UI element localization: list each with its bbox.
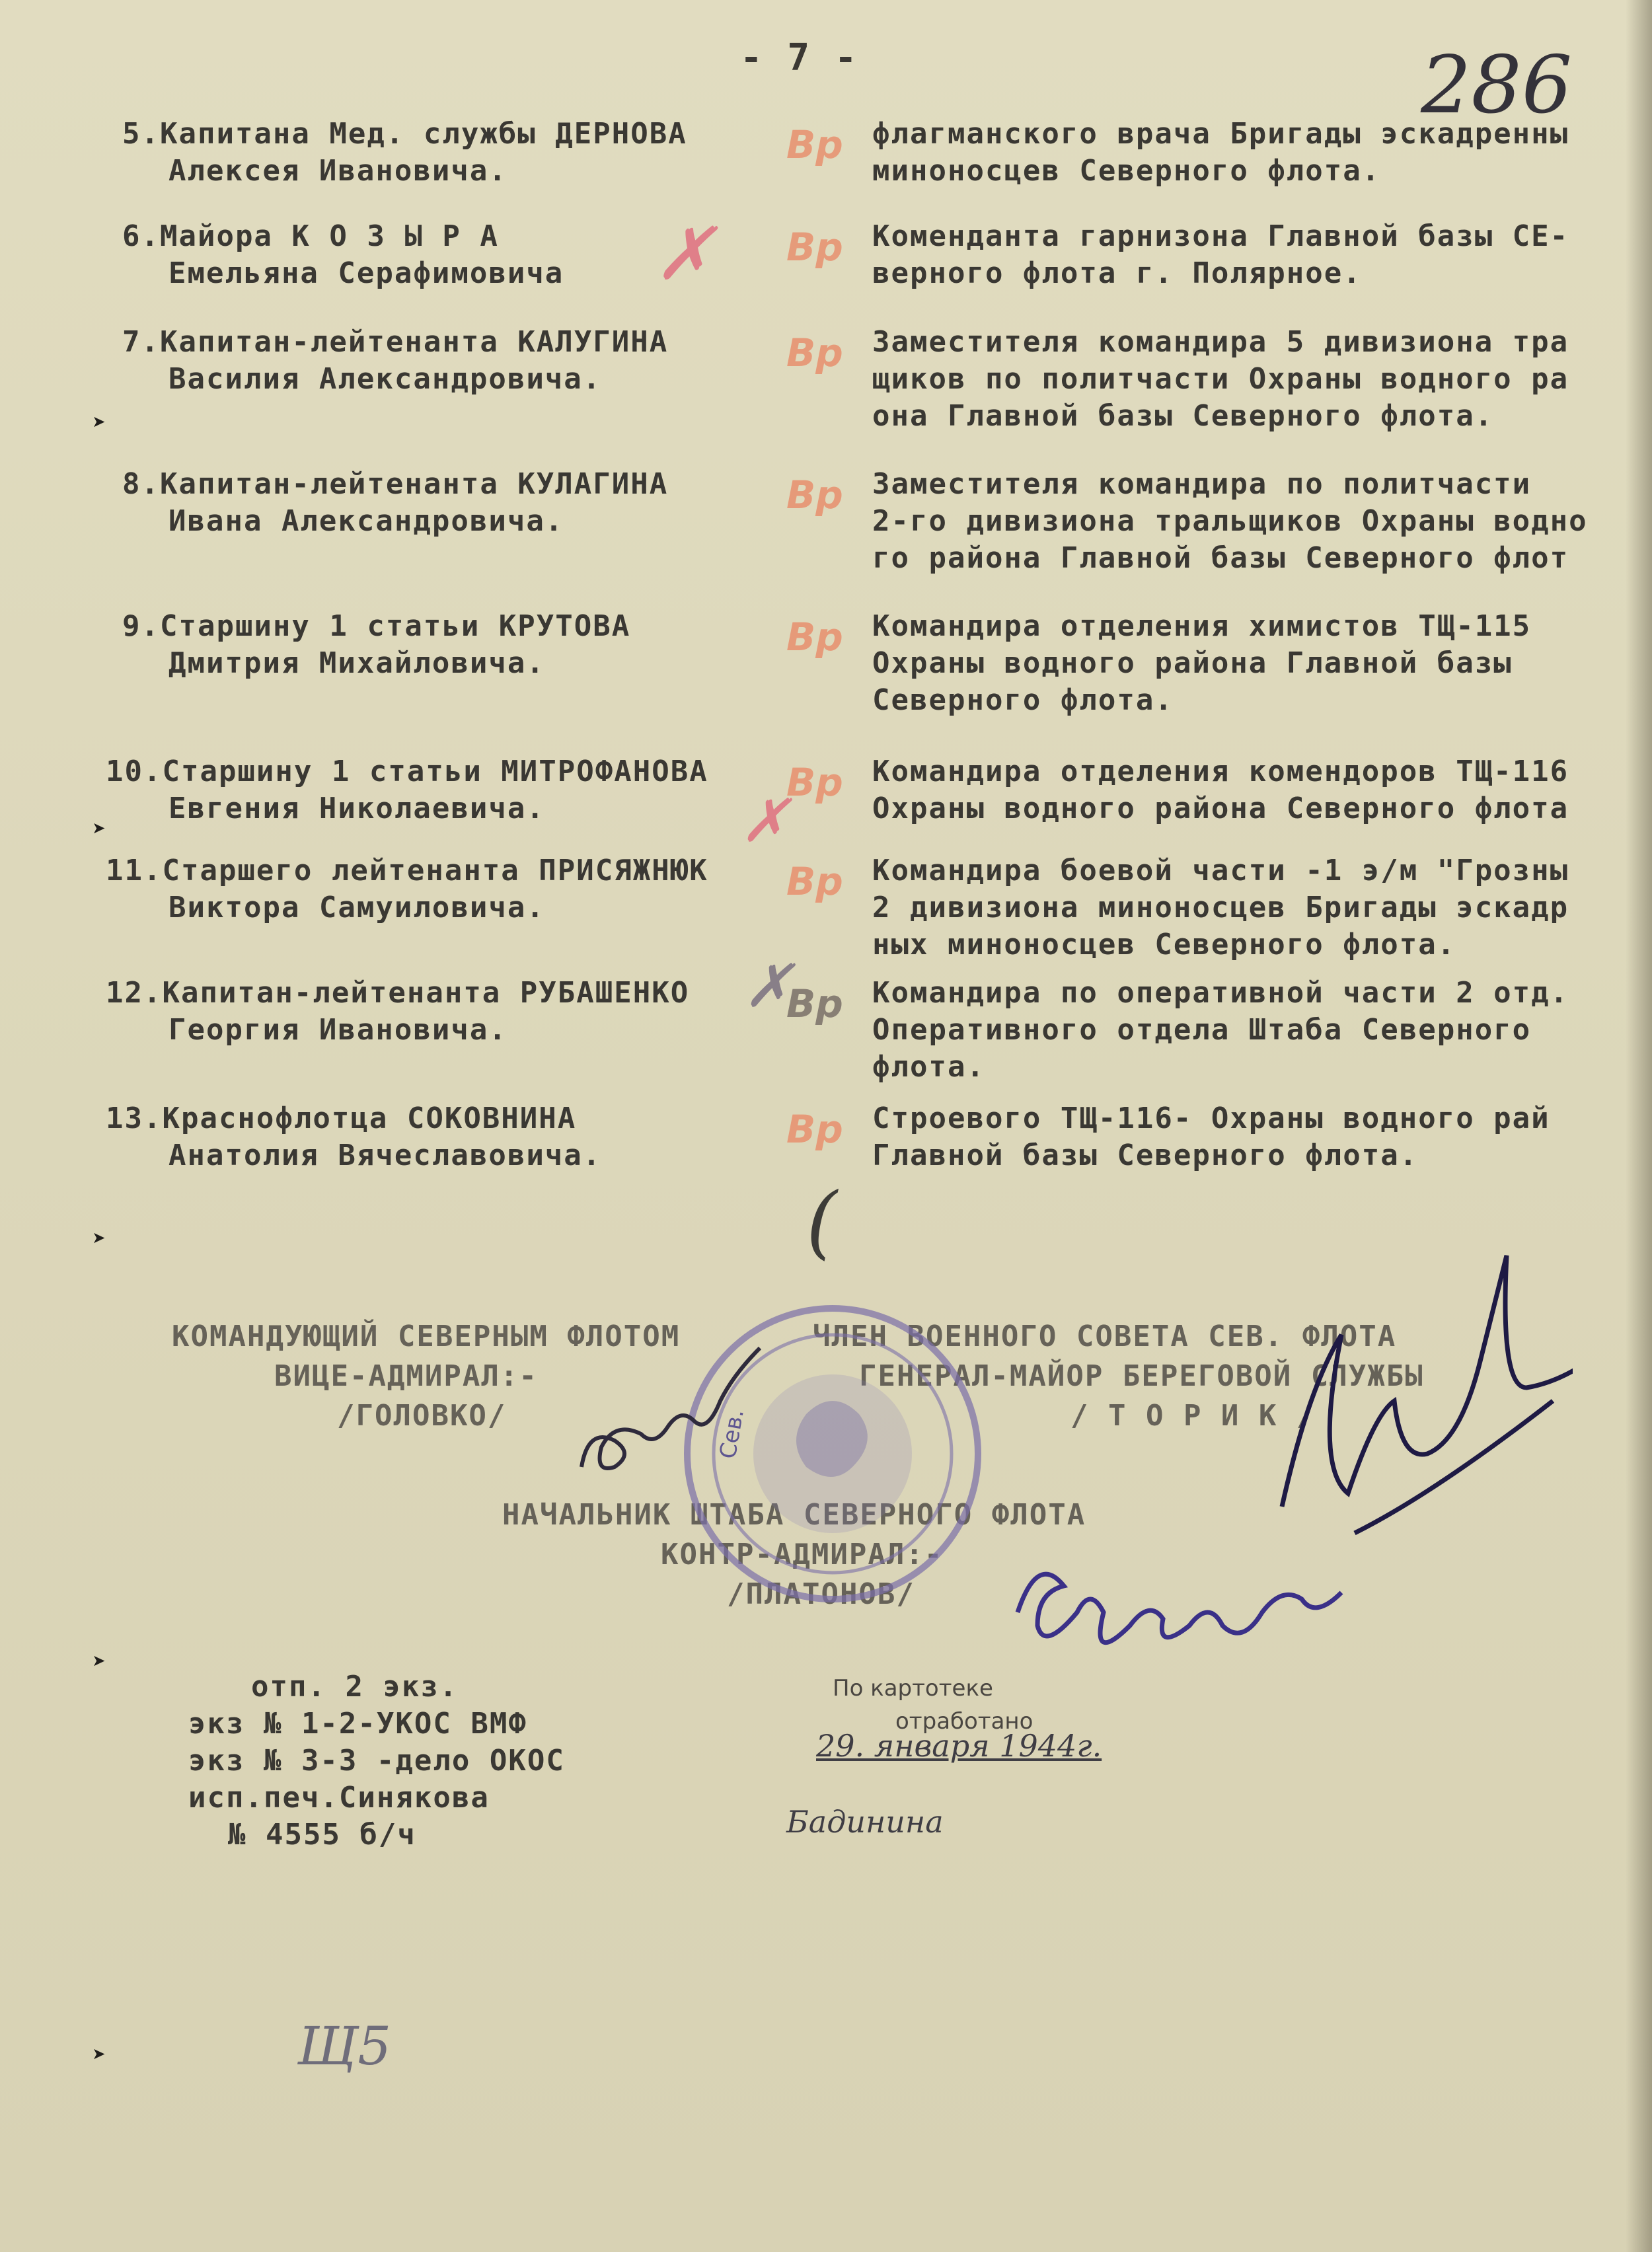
entry-name-line2: Дмитрия Михайловича.	[169, 646, 545, 680]
entry-position-line: Заместителя командира 5 дивизиона тра	[872, 325, 1569, 359]
entry-name-line1: 6.Майора К О З Ы Р А	[122, 219, 499, 253]
entry-position-line: Охраны водного района Главной базы	[872, 646, 1513, 680]
right-signer-name: / Т О Р И К /	[1070, 1399, 1316, 1433]
entry-approval-mark: Вр	[786, 122, 843, 167]
entry-approval-mark: Вр	[786, 981, 843, 1026]
entry-name-line2: Василия Александровича.	[169, 362, 602, 396]
distribution-line: № 4555 б/ч	[228, 1818, 416, 1852]
entry-position-line: Строевого ТЩ-116- Охраны водного рай	[872, 1102, 1550, 1135]
entry-position-line: Командира отделения комендоров ТЩ-116	[872, 755, 1569, 788]
entry-position-line: Северного флота.	[872, 683, 1174, 717]
entry-approval-mark: Вр	[786, 330, 843, 375]
pencil-cross-mark: ✗	[654, 211, 716, 296]
entry-name-line1: 11.Старшего лейтенанта ПРИСЯЖНЮК	[106, 854, 708, 887]
signature-platonov	[1004, 1533, 1348, 1665]
entry-approval-mark: Вр	[786, 225, 843, 270]
distribution-line: экз № 1-2-УКОС ВМФ	[188, 1707, 527, 1741]
entry-position-line: Командира боевой части -1 э/м "Грозны	[872, 854, 1569, 887]
entry-approval-mark: Вр	[786, 615, 843, 659]
entry-position-line: го района Главной базы Северного флот	[872, 541, 1569, 575]
entry-position-line: Оперативного отдела Штаба Северного	[872, 1013, 1532, 1047]
binding-mark: ➤	[93, 410, 106, 436]
distribution-line: экз № 3-3 -дело ОКОС	[188, 1744, 565, 1778]
entry-position-line: флагманского врача Бригады эскадренны	[872, 117, 1569, 151]
entry-name-line2: Емельяна Серафимовича	[169, 256, 564, 290]
entry-name-line1: 13.Краснофлотца СОКОВНИНА	[106, 1102, 577, 1135]
entry-position-line: 2-го дивизиона тральщиков Охраны водно	[872, 504, 1588, 538]
entry-name-line2: Евгения Николаевича.	[169, 792, 545, 825]
entry-position-line: Заместителя командира по политчасти	[872, 467, 1532, 501]
entry-position-line: верного флота г. Полярное.	[872, 256, 1362, 290]
entry-position-line: 2 дивизиона миноносцев Бригады эскадр	[872, 891, 1569, 924]
signature-golovko	[568, 1335, 806, 1493]
pencil-cross-mark: ✗	[743, 952, 794, 1021]
entry-position-line: Главной базы Северного флота.	[872, 1139, 1419, 1172]
entry-name-line2: Георгия Ивановича.	[169, 1013, 507, 1047]
pencil-check-mark: (	[806, 1176, 837, 1268]
distribution-line: исп.печ.Синякова	[188, 1781, 490, 1815]
distribution-line: отп. 2 экз.	[251, 1670, 459, 1704]
right-signer-title: ЧЛЕН ВОЕННОГО СОВЕТА СЕВ. ФЛОТА	[813, 1320, 1397, 1353]
entry-name-line1: 7.Капитан-лейтенанта КАЛУГИНА	[122, 325, 669, 359]
card-index-date: 29. января 1944г.	[816, 1728, 1102, 1764]
center-signer-title: НАЧАЛЬНИК ШТАБА СЕВЕРНОГО ФЛОТА	[502, 1498, 1086, 1532]
entry-position-line: миноносцев Северного флота.	[872, 154, 1381, 188]
page-edge-shadow	[1626, 0, 1652, 2252]
center-signer-name: /ПЛАТОНОВ/	[727, 1577, 915, 1611]
left-signer-title: КОМАНДУЮЩИЙ СЕВЕРНЫМ ФЛОТОМ	[172, 1320, 681, 1353]
entry-name-line2: Виктора Самуиловича.	[169, 891, 545, 924]
binding-mark: ➤	[93, 2042, 106, 2068]
entry-name-line1: 10.Старшину 1 статьи МИТРОФАНОВА	[106, 755, 708, 788]
center-signer-rank: КОНТР-АДМИРАЛ:-	[661, 1538, 944, 1571]
entry-name-line1: 9.Старшину 1 статьи КРУТОВА	[122, 609, 631, 643]
entry-position-line: ных миноносцев Северного флота.	[872, 928, 1456, 961]
card-index-signature: Бадинина	[786, 1804, 944, 1840]
binding-mark: ➤	[93, 1649, 106, 1675]
entry-approval-mark: Вр	[786, 859, 843, 904]
entry-name-line2: Ивана Александровича.	[169, 504, 564, 538]
right-signer-rank: ГЕНЕРАЛ-МАЙОР БЕРЕГОВОЙ СЛУЖБЫ	[859, 1359, 1424, 1393]
entry-position-line: Командира отделения химистов ТЩ-115	[872, 609, 1532, 643]
entry-position-line: Коменданта гарнизона Главной базы СЕ-	[872, 219, 1569, 253]
entry-name-line1: 5.Капитана Мед. службы ДЕРНОВА	[122, 117, 687, 151]
entry-name-line2: Анатолия Вячеславовича.	[169, 1139, 602, 1172]
entry-name-line2: Алексея Ивановича.	[169, 154, 507, 188]
entry-position-line: щиков по политчасти Охраны водного ра	[872, 362, 1569, 396]
entry-position-line: флота.	[872, 1050, 985, 1084]
pencil-cross-mark: ✗	[740, 786, 790, 856]
entry-position-line: Охраны водного района Северного флота	[872, 792, 1569, 825]
entry-approval-mark: Вр	[786, 1107, 843, 1152]
seal-label: Сев.	[714, 1407, 750, 1461]
page-number: - 7 -	[740, 36, 858, 79]
margin-pencil-note: Щ5	[297, 2015, 392, 2077]
signature-torik	[1256, 1242, 1573, 1559]
binding-mark: ➤	[93, 1226, 106, 1252]
entry-approval-mark: Вр	[786, 472, 843, 517]
left-signer-rank: ВИЦЕ-АДМИРАЛ:-	[274, 1359, 538, 1393]
corner-number: 286	[1421, 40, 1573, 131]
entry-name-line1: 12.Капитан-лейтенанта РУБАШЕНКО	[106, 976, 690, 1010]
card-index-processed: отработано	[895, 1708, 1033, 1735]
left-signer-name: /ГОЛОВКО/	[337, 1399, 507, 1433]
entry-name-line1: 8.Капитан-лейтенанта КУЛАГИНА	[122, 467, 669, 501]
card-index-note: По картотеке	[833, 1675, 993, 1702]
entry-position-line: Командира по оперативной части 2 отд.	[872, 976, 1569, 1010]
binding-mark: ➤	[93, 816, 106, 843]
entry-position-line: она Главной базы Северного флота.	[872, 399, 1494, 433]
entry-approval-mark: Вр	[786, 760, 843, 805]
